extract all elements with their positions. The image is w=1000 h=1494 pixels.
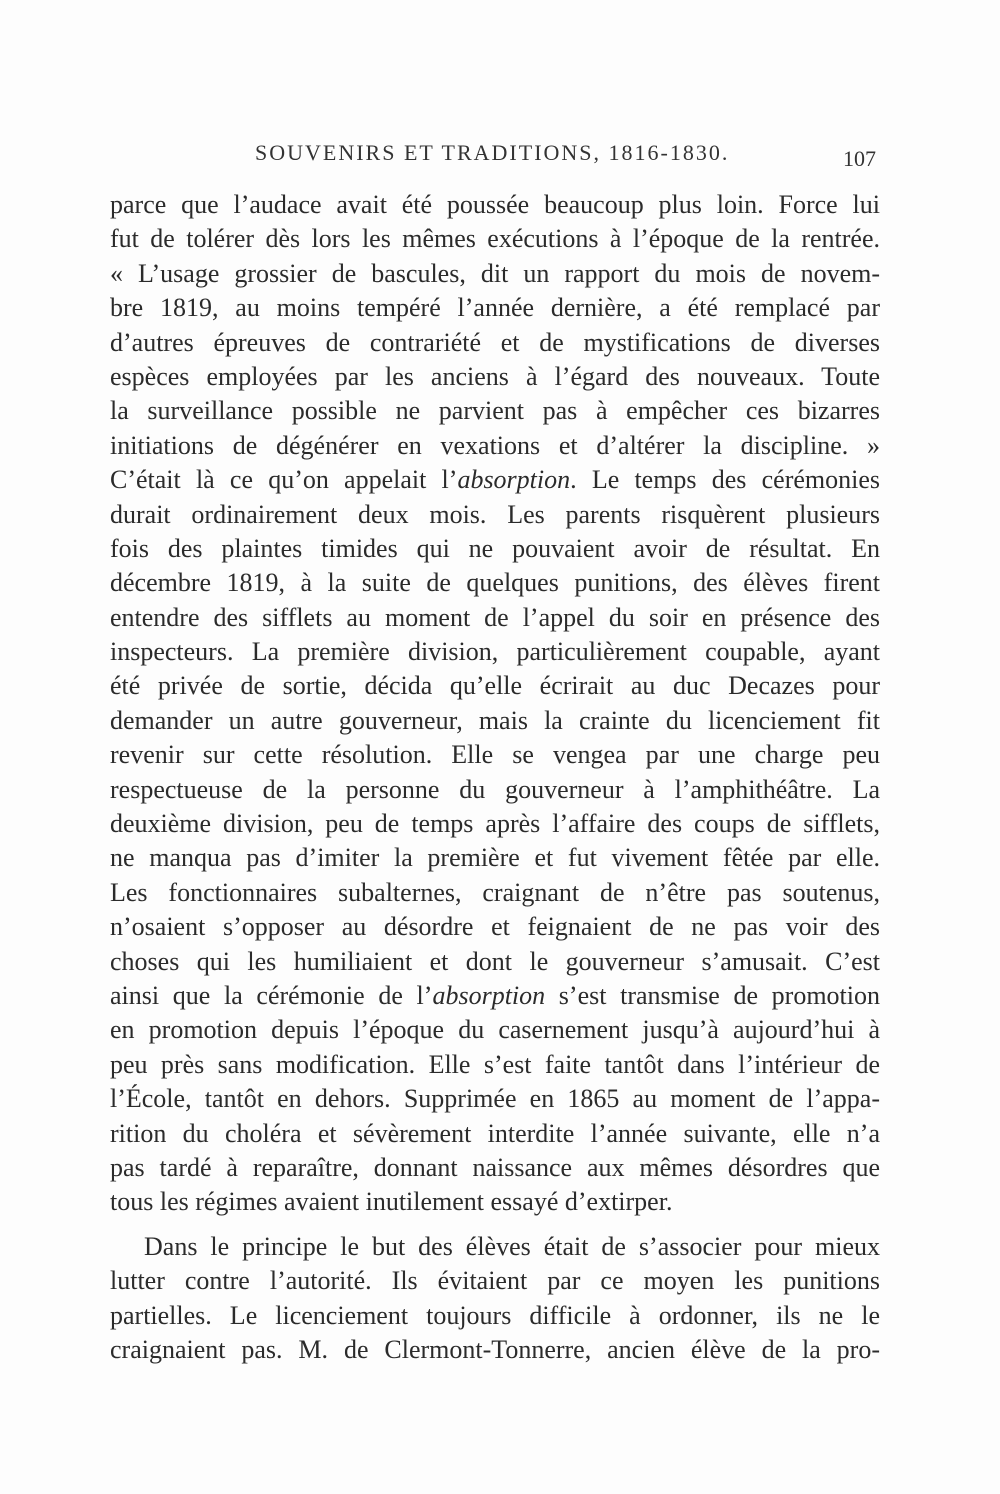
paragraph-1 — [110, 188, 880, 1220]
text-line: « L’usage grossier de bascules, dit un rapport du mois de novem- — [110, 258, 880, 288]
text-segment: s’est transmise de promotion — [545, 980, 880, 1010]
body-text — [110, 188, 880, 1367]
text-line: entendre des sifflets au moment de l’appel du soir en présence des — [110, 602, 880, 632]
text-line: Dans le principe le but des élèves était de s’associer pour mieux — [144, 1231, 880, 1261]
text-segment: C’était là ce qu’on appelait l’ — [110, 465, 458, 495]
text-line: craignaient pas. M. de Clermont-Tonnerre, ancien élève de la pro- — [110, 1334, 880, 1364]
text-line: choses qui les humiliaient et dont le gouverneur s’amusait. C’est — [110, 946, 880, 976]
paragraph-gap — [110, 1220, 880, 1230]
text-line — [110, 979, 880, 1013]
paragraph-2 — [110, 1230, 880, 1368]
text-line: demander un autre gouverneur, mais la crainte du licenciement fit — [110, 705, 880, 735]
text-line: revenir sur cette résolution. Elle se vengea par une charge peu — [110, 740, 880, 770]
text-line: n’osaient s’opposer au désordre et feignaient de ne pas voir des — [110, 912, 880, 942]
text-line: tous les régimes avaient inutilement essayé d’extirper. — [110, 1187, 673, 1217]
text-line: fut de tolérer dès lors les mêmes exécutions à l’époque de la rentrée. — [110, 224, 880, 254]
text-line: inspecteurs. La première division, particulièrement coupable, ayant — [110, 637, 880, 667]
text-line: Les fonctionnaires subalternes, craignant de n’être pas soutenus, — [110, 877, 880, 907]
text-line: respectueuse de la personne du gouverneur à l’amphithéâtre. La — [110, 774, 880, 804]
running-title: SOUVENIRS ET TRADITIONS, 1816-1830. — [255, 140, 730, 165]
text-line: la surveillance possible ne parvient pas à empêcher ces bizarres — [110, 396, 880, 426]
italic-term: absorption — [432, 980, 546, 1010]
text-line: lutter contre l’autorité. Ils évitaient par ce moyen les punitions — [110, 1266, 880, 1296]
page-number: 107 — [843, 146, 876, 171]
text-segment: . Le temps des cérémonies — [570, 465, 880, 495]
text-line: l’École, tantôt en dehors. Supprimée en 1865 au moment de l’appa- — [110, 1084, 880, 1114]
text-line — [110, 463, 880, 497]
text-line: parce que l’audace avait été poussée beaucoup plus loin. Force lui — [110, 190, 880, 219]
text-line: d’autres épreuves de contrariété et de mystifications de diverses — [110, 327, 880, 357]
text-line: ne manqua pas d’imiter la première et fut vivement fêtée par elle. — [110, 843, 880, 873]
text-line: bre 1819, au moins tempéré l’année dernière, a été remplacé par — [110, 293, 880, 323]
text-segment: ainsi que la cérémonie de l’ — [110, 980, 433, 1010]
text-line: espèces employées par les anciens à l’égard des nouveaux. Toute — [110, 361, 880, 391]
text-line: rition du choléra et sévèrement interdite l’année suivante, elle n’a — [110, 1118, 880, 1148]
italic-term: absorption — [457, 465, 571, 495]
text-line: en promotion depuis l’époque du casernement jusqu’à aujourd’hui à — [110, 1015, 880, 1045]
text-line: deuxième division, peu de temps après l’affaire des coups de sifflets, — [110, 809, 880, 839]
text-line: pas tardé à reparaître, donnant naissance aux mêmes désordres que — [110, 1152, 880, 1182]
text-line: été privée de sortie, décida qu’elle écrirait au duc Decazes pour — [110, 671, 880, 701]
text-line: peu près sans modification. Elle s’est faite tantôt dans l’intérieur de — [110, 1049, 880, 1079]
text-line: partielles. Le licenciement toujours difficile à ordonner, ils ne le — [110, 1300, 880, 1330]
text-line: initiations de dégénérer en vexations et d’altérer la discipline. » — [110, 430, 880, 460]
text-line: fois des plaintes timides qui ne pouvaient avoir de résultat. En — [110, 533, 880, 563]
text-line: durait ordinairement deux mois. Les parents risquèrent plusieurs — [110, 499, 880, 529]
text-line: décembre 1819, à la suite de quelques punitions, des élèves firent — [110, 568, 880, 598]
